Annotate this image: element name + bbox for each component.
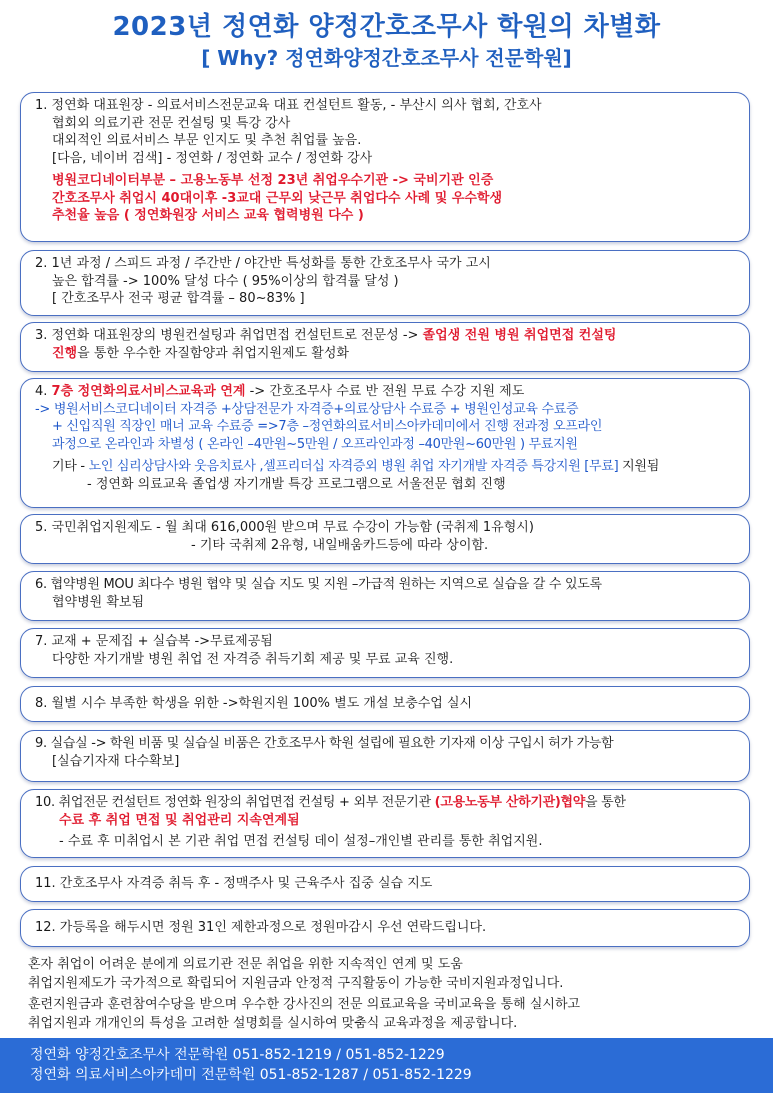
item-3-line-1-text: 3. 정연화 대표원장의 병원컨설팅과 취업면접 컨설턴트로 전문성 -> [35,328,423,343]
item-10-line-1-text: 10. 취업전문 컨설턴트 정연화 원장의 취업면접 컨설팅 + 외부 전문기관 [35,795,435,810]
page-title: 2023년 정연화 양정간호조무사 학원의 차별화 [112,12,661,42]
item-box-4 [20,378,750,508]
header [0,0,773,72]
item-10-line-1-highlight: (고용노동부 산하기관)협약 [434,795,586,810]
item-box-11 [20,866,750,902]
contact-line-1: 정연화 양정간호조무사 전문학원 051-852-1219 / 051-852-1229 [30,1047,445,1063]
item-10-line-3: - 수료 후 미취업시 본 기관 취업 면접 컨설팅 데이 설정–개인별 관리를 통한 취업지원. [59,834,543,849]
item-1-line-3: 대외적인 의료서비스 부문 인지도 및 추천 취업률 높음. [52,133,362,148]
item-1-red-line-1: 병원코디네이터부분 – 고용노동부 선정 23년 취업우수기관 -> 국비기관 인증 [52,173,494,188]
item-4-etc-highlight: 노인 심리상담사와 웃음치료사 ,셀프리더십 자격증외 병원 취업 자기개발 자격증 특강지원 [무료] [88,459,619,474]
summary-text [28,955,748,1033]
item-4-line-1-highlight: 7층 정연화의료서비스교육과 연계 [51,384,246,399]
summary-line-4: 취업지원과 개개인의 특성을 고려한 설명회를 실시하여 맞춤식 교육과정을 제공합니다. [28,1016,518,1031]
item-4-blue-line-1: -> 병원서비스코디네이터 자격증 +상담전문가 자격증+의료상담사 수료증 + 병원인성교육 수료증 [35,401,579,417]
item-9-line-1: 9. 실습실 -> 학원 비품 및 실습실 비품은 간호조무사 학원 설립에 필요한 기자재 이상 구입시 허가 가능함 [35,736,614,751]
item-5-line-2: - 기타 국취제 2유형, 내일배움카드등에 따라 상이함. [191,537,489,553]
item-12-line-1: 12. 가등록을 해두시면 정원 31인 제한과정으로 정원마감시 우선 연락드립니다. [35,920,487,935]
summary-line-3: 훈련지원금과 훈련참여수당을 받으며 우수한 강사진의 전문 의료교육을 국비교육을 통해 실시하고 [28,997,581,1012]
item-9-line-2: [실습기자재 다수확보] [52,753,180,769]
item-1-line-2: 협회외 의료기관 전문 컨설팅 및 특강 강사 [52,115,291,131]
item-3-line-1-highlight: 졸업생 전원 병원 취업면접 컨설팅 [422,328,617,343]
item-5-line-1: 5. 국민취업지원제도 - 월 최대 616,000원 받으며 무료 수강이 가능함 (국취제 1유형시) [35,520,534,535]
item-2-line-3: [ 간호조무사 전국 평균 합격률 – 80~83% ] [52,291,305,306]
contact-footer [0,1038,773,1093]
item-10-line-2: 수료 후 취업 면접 및 취업관리 지속연계됨 [59,812,300,828]
item-11-line-1: 11. 간호조무사 자격증 취득 후 - 정맥주사 및 근육주사 집중 실습 지도 [35,876,433,891]
item-8-line-1: 8. 월별 시수 부족한 학생을 위한 ->학원지원 100% 별도 개설 보충수업 실시 [35,696,473,711]
item-box-5 [20,514,750,564]
item-1-line-4: [다음, 네이버 검색] - 정연화 / 정연화 교수 / 정연화 강사 [52,150,373,166]
page-subtitle: [ Why? 정연화양정간호조무사 전문학원] [201,46,572,70]
item-box-2 [20,250,750,316]
item-1-red-line-2: 간호조무사 취업시 40대이후 -3교대 근무외 낮근무 취업다수 사례 및 우수학생 [52,190,503,206]
item-4-line-1-num: 4. [35,384,52,399]
item-7-line-2: 다양한 자기개발 병원 취업 전 자격증 취득기회 제공 및 무료 교육 진행. [52,651,454,667]
item-box-8 [20,686,750,722]
item-1-line-1: 1. 정연화 대표원장 - 의료서비스전문교육 대표 컨설턴트 활동, - 부산시 의사 협회, 간호사 [35,98,542,113]
item-box-12 [20,909,750,947]
item-10-line-1-tail: 을 통한 [585,795,626,810]
item-3-line-2-text: 을 통한 우수한 자질함양과 취업지원제도 활성화 [77,345,349,361]
item-4-etc-line-2: - 정연화 의료교육 졸업생 자기개발 특강 프로그램으로 서울전문 협회 진행 [87,476,506,492]
item-4-blue-line-3: 과정으로 온라인과 차별성 ( 온라인 –4만원~5만원 / 오프라인과정 –40만원~60만원 ) 무료지원 [52,436,578,452]
item-box-1 [20,92,750,242]
summary-line-1: 혼자 취업이 어려운 분에게 의료기관 전문 취업을 위한 지속적인 연계 및 도움 [28,957,463,972]
item-box-7 [20,628,750,678]
item-box-10 [20,789,750,858]
item-4-blue-line-2: + 신입직원 직장인 매너 교육 수료증 =>7층 –정연화의료서비스아카데미에서 진행 전과정 오프라인 [52,419,603,434]
item-3-line-2-highlight: 진행 [52,345,78,361]
item-6-line-2: 협약병원 확보됨 [52,594,145,610]
item-box-3 [20,322,750,372]
item-1-red-line-3: 추천율 높음 ( 정연화원장 서비스 교육 협력병원 다수 ) [52,208,364,223]
item-6-line-1: 6. 협약병원 MOU 최다수 병원 협약 및 실습 지도 및 지원 –가급적 원하는 지역으로 실습을 갈 수 있도록 [35,577,602,592]
item-2-line-2: 높은 합격률 -> 100% 달성 다수 ( 95%이상의 합격률 달성 ) [52,273,399,289]
item-7-line-1: 7. 교재 + 문제집 + 실습복 ->무료제공됨 [35,634,273,649]
summary-line-2: 취업지원제도가 국가적으로 확립되어 지원금과 안정적 구직활동이 가능한 국비지원과정입니다. [28,976,564,991]
item-box-6 [20,571,750,621]
item-4-etc-label: 기타 - [52,459,89,474]
item-2-line-1: 2. 1년 과정 / 스피드 과정 / 주간반 / 야간반 특성화를 통한 간호조무사 국가 고시 [35,256,491,271]
contact-line-2: 정연화 의료서비스아카데미 전문학원 051-852-1287 / 051-852-1229 [30,1067,472,1083]
item-4-etc-tail: 지원됨 [618,459,659,474]
item-4-line-1-text: -> 간호조무사 수료 반 전원 무료 수강 지원 제도 [245,384,525,399]
item-box-9 [20,730,750,782]
